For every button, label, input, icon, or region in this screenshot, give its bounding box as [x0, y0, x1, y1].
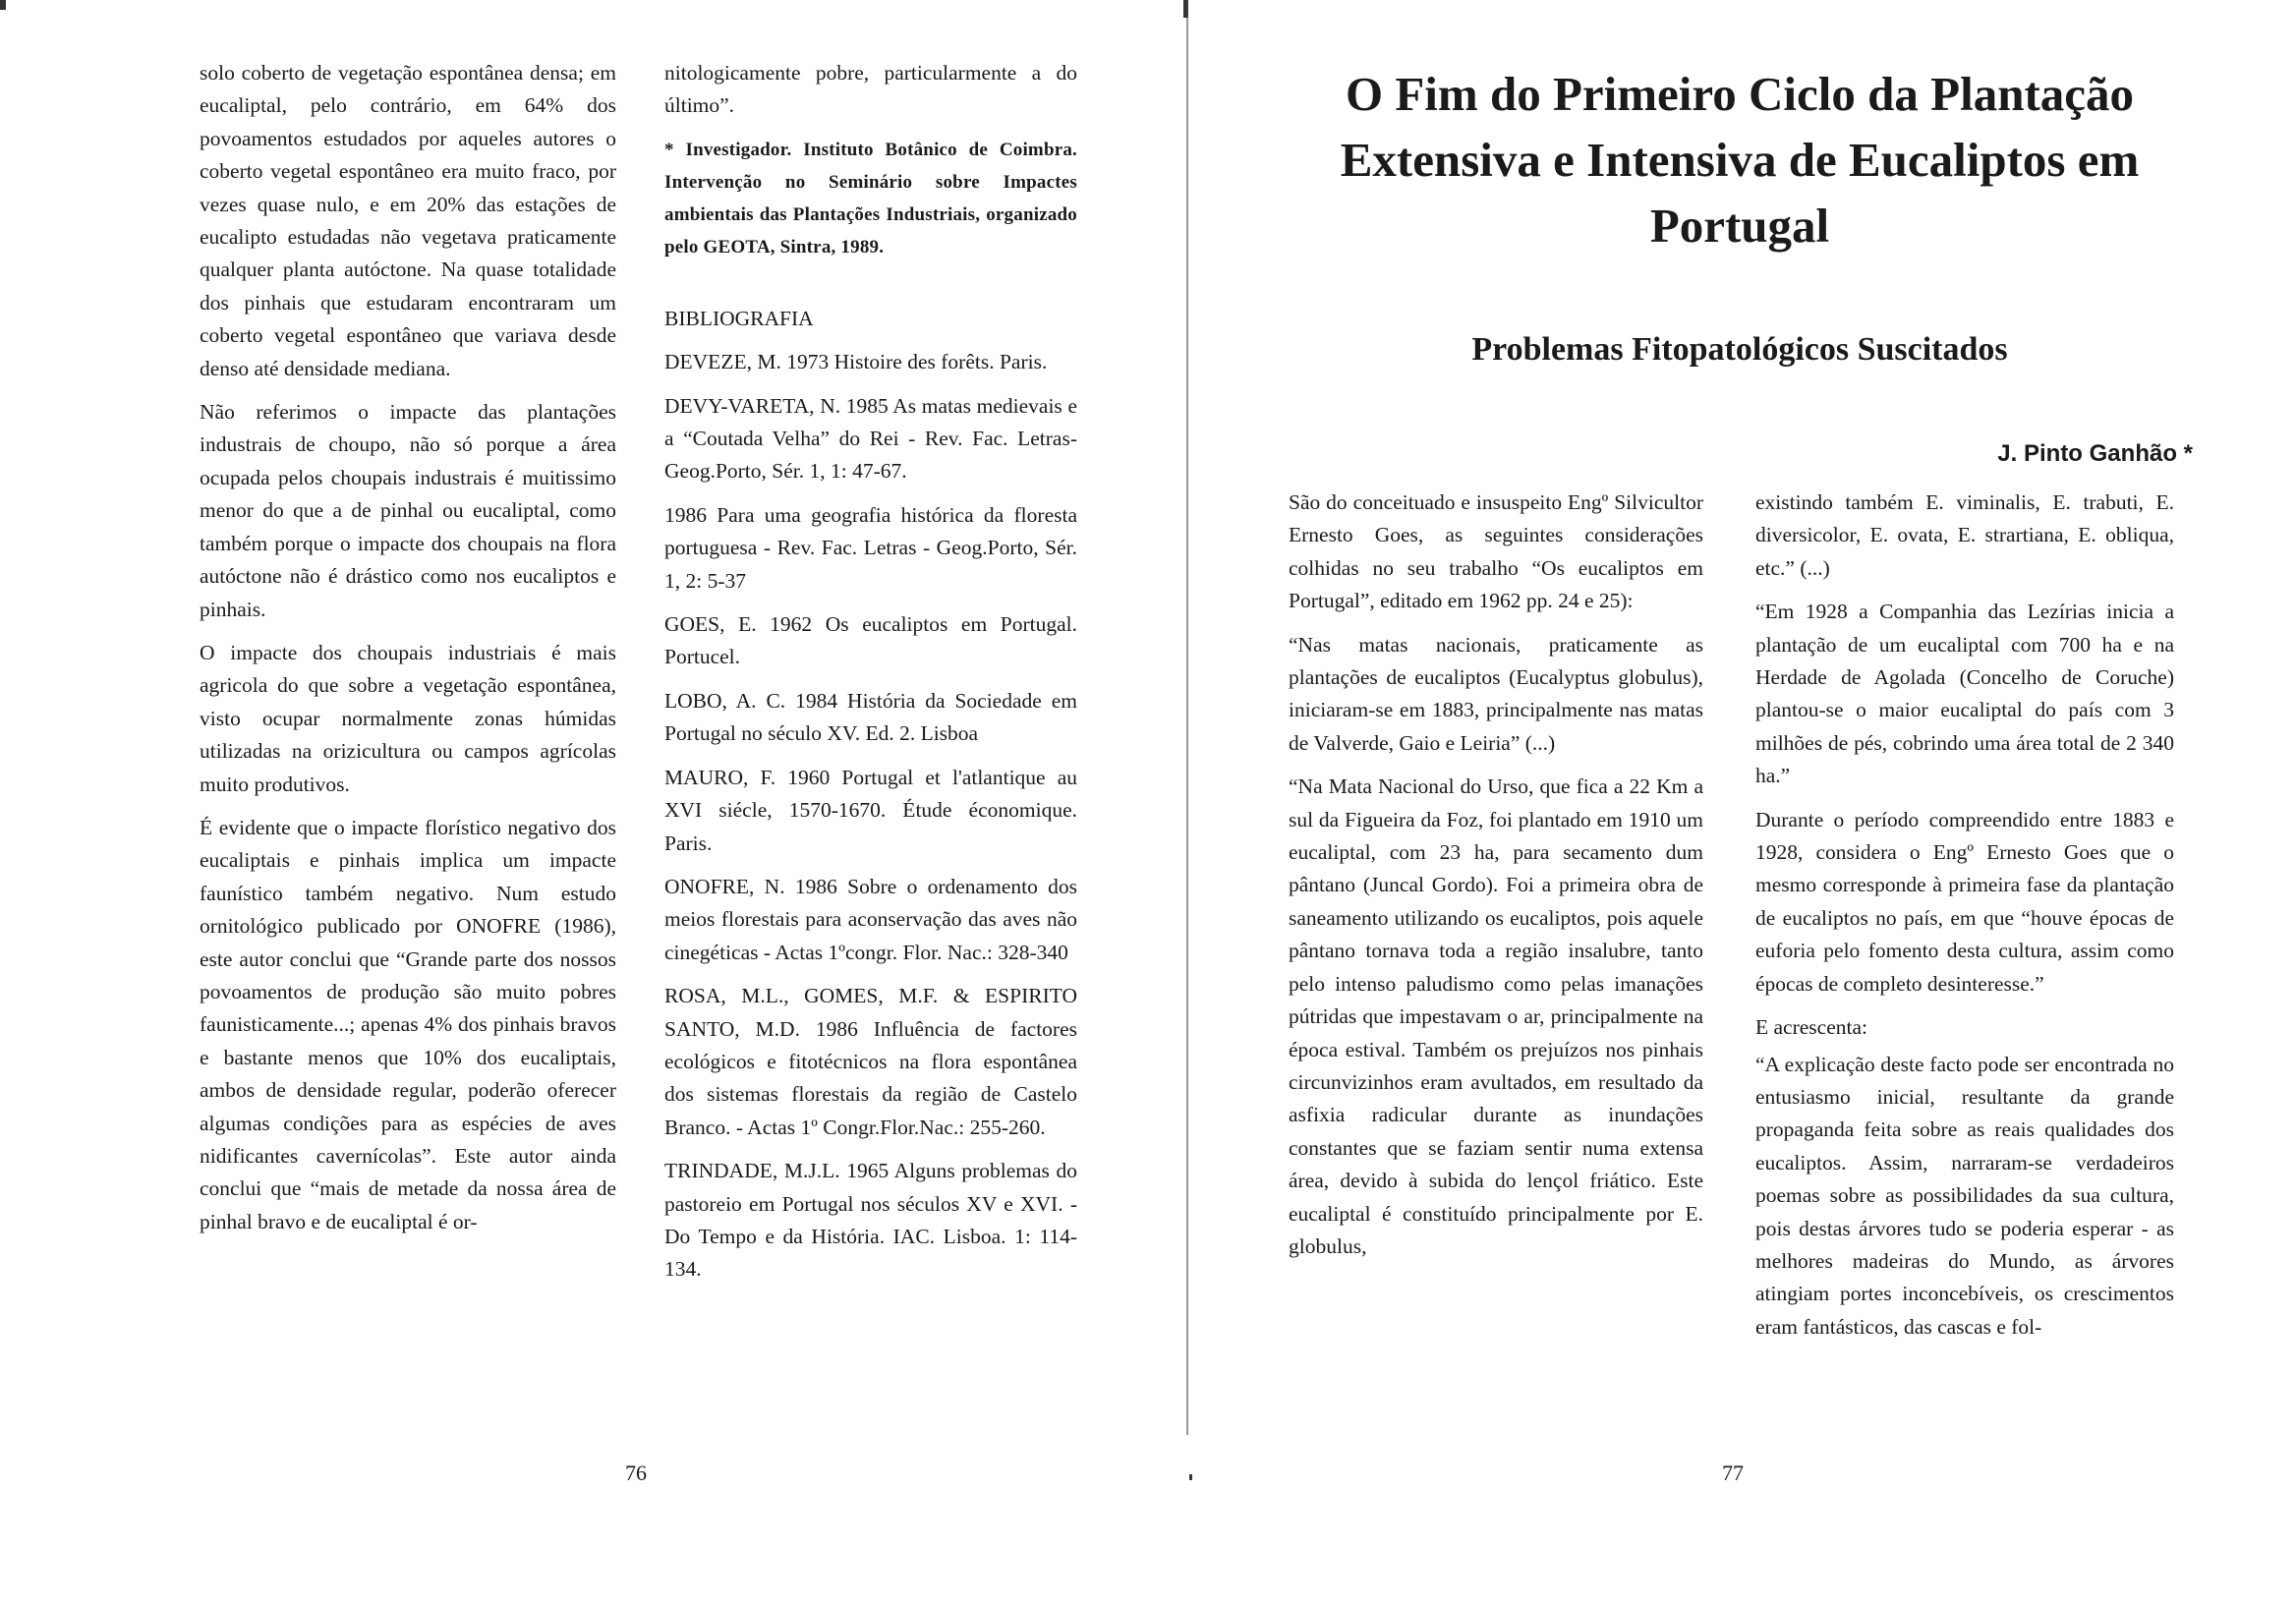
- bibliography-entry: ROSA, M.L., GOMES, M.F. & ESPIRITO SANTO, M.D. 1986 Influência de factores ecológicos e fitotécnicos na flora espontânea dos sistemas florestais da região de Castelo Branco. - Actas 1º Congr.Flor.Nac.: 255-260.: [664, 984, 1077, 1139]
- article-author: J. Pinto Ganhão *: [1997, 440, 2193, 467]
- bibliography-entry: LOBO, A. C. 1984 História da Sociedade em Portugal no século XV. Ed. 2. Lisboa: [664, 688, 1077, 746]
- scan-mark-top-left: [0, 0, 6, 10]
- right-page-column-1: [1289, 487, 1703, 1263]
- author-footnote: * Investigador. Instituto Botânico de Coimbra. Intervenção no Seminário sobre Impactes ambientais das Plantações Industriais, organizado pelo GEOTA, Sintra, 1989.: [664, 139, 1077, 258]
- page-number-right: 77: [1722, 1461, 1744, 1485]
- bibliography-entry: GOES, E. 1962 Os eucaliptos em Portugal. Portucel.: [664, 612, 1077, 669]
- bibliography-entry: ONOFRE, N. 1986 Sobre o ordenamento dos meios florestais para aconservação das aves não cinegéticas - Actas 1ºcongr. Flor. Nac.: 328-340: [664, 874, 1077, 964]
- scan-mark-bottom-center: [1189, 1474, 1192, 1480]
- paragraph: É evidente que o impacte florístico negativo dos eucaliptais e pinhais implica um impacte faunístico também negativo. Num estudo ornitológico publicado por ONOFRE (1986), este autor conclui que “Grande parte dos nossos povoamentos de produção são muito pobres faunisticamente...; apenas 4% dos pinhais bravos e bastante menos que 10% dos eucaliptais, ambos de densidade regular, poderão oferecer algumas condições para as espécies de aves nidificantes cavernícolas”. Este autor ainda conclui que “mais de metade da nossa área de pinhal bravo e de eucaliptal é or-: [200, 815, 616, 1233]
- left-page-column-1: [200, 57, 616, 1238]
- bibliography-entry: 1986 Para uma geografia histórica da floresta portuguesa - Rev. Fac. Letras - Geog.Porto, Sér. 1, 2: 5-37: [664, 502, 1077, 593]
- bibliography-heading: BIBLIOGRAFIA: [664, 306, 814, 330]
- paragraph: solo coberto de vegetação espontânea densa; em eucaliptal, pelo contrário, em 64% dos povoamentos estudados por aqueles autores o coberto vegetal espontâneo era muito fraco, por vezes quase nulo, e em 20% das estações de eucalipto estudadas não vegetava praticamente qualquer planta autóctone. Na quase totalidade dos pinhais que estudaram encontraram um coberto vegetal espontâneo que variava desde denso até densidade mediana.: [200, 61, 616, 380]
- paragraph: São do conceituado e insuspeito Engº Silvicultor Ernesto Goes, as seguintes considerações colhidas no seu trabalho “Os eucaliptos em Portugal”, editado em 1962 pp. 24 e 25):: [1289, 490, 1703, 613]
- bibliography-entry: DEVY-VARETA, N. 1985 As matas medievais e a “Coutada Velha” do Rei - Rev. Fac. Letras-Geog.Porto, Sér. 1, 1: 47-67.: [664, 393, 1077, 484]
- bibliography-entry: TRINDADE, M.J.L. 1965 Alguns problemas do pastoreio em Portugal nos séculos XV e XVI. - Do Tempo e da História. IAC. Lisboa. 1: 114-134.: [664, 1159, 1077, 1282]
- paragraph: “Em 1928 a Companhia das Lezírias inicia a plantação de um eucaliptal com 700 ha e na Herdade de Agolada (Concelho de Coruche) plantou-se o maior eucaliptal do país com 3 milhões de pés, cobrindo uma área total de 2 340 ha.”: [1755, 600, 2174, 788]
- paragraph: existindo também E. viminalis, E. trabuti, E. diversicolor, E. ovata, E. strartiana, E. obliqua, etc.” (...): [1755, 490, 2174, 580]
- paragraph: Não referimos o impacte das plantações industrais de choupo, não só porque a área ocupada pelos choupais industrais é muitissimo menor do que a de pinhal ou eucaliptal, como também porque o impacte dos choupais na flora autóctone não é drástico como nos eucaliptos e pinhais.: [200, 400, 616, 621]
- paragraph: “A explicação deste facto pode ser encontrada no entusiasmo inicial, resultante da grande propaganda feita sobre as reais qualidades dos eucaliptos. Assim, narraram-se verdadeiros poemas sobre as possibilidades da sua cultura, pois destas árvores tudo se poderia esperar - as melhores madeiras do Mundo, as árvores atingiam portes inconcebíveis, os crescimentos eram fantásticos, das cascas e fol-: [1755, 1052, 2174, 1339]
- paragraph: Durante o período compreendido entre 1883 e 1928, considera o Engº Ernesto Goes que o mesmo corresponde à primeira fase da plantação de eucaliptos no país, em que “houve épocas de euforia pelo fomento desta cultura, assim como épocas de completo desinteresse.”: [1755, 807, 2174, 996]
- page-gutter: [1186, 0, 1188, 1435]
- right-page-column-2: [1755, 487, 2174, 1344]
- article-subtitle: Problemas Fitopatológicos Suscitados: [1471, 331, 2008, 368]
- left-page-column-2: [664, 57, 1077, 1287]
- paragraph: “Nas matas nacionais, praticamente as plantações de eucaliptos (Eucalyptus globulus), iniciaram-se em 1883, principalmente nas matas de Valverde, Gaio e Leiria” (...): [1289, 632, 1703, 755]
- paragraph: “Na Mata Nacional do Urso, que fica a 22 Km a sul da Figueira da Foz, foi plantado em 1910 um eucaliptal, com 23 ha, para secamento dum pântano (Juncal Gordo). Foi a primeira obra de saneamento utilizando os eucaliptos, pois aquele pântano tornava toda a região insalubre, tanto pelo intenso paludismo como pelas imanações pútridas que impestavam o ar, principalmente na época estival. Também os prejuízos nos pinhais circunvizinhos eram avultados, em resultado da asfixia radicular durante as inundações constantes que se faziam sentir numa extensa área, devido à subida do lençol friático. Este eucaliptal é constituído principalmente por E. globulus,: [1289, 774, 1703, 1258]
- bibliography-entry: MAURO, F. 1960 Portugal et l'atlantique au XVI siécle, 1570-1670. Étude économique. Paris.: [664, 765, 1077, 855]
- page-number-left: 76: [625, 1461, 647, 1485]
- paragraph: nitologicamente pobre, particularmente a do último”.: [664, 61, 1077, 118]
- paragraph: E acrescenta:: [1755, 1015, 1867, 1040]
- bibliography-entry: DEVEZE, M. 1973 Histoire des forêts. Paris.: [664, 350, 1048, 374]
- paragraph: O impacte dos choupais industriais é mais agricola do que sobre a vegetação espontânea, visto ocupar normalmente zonas húmidas utilizadas na orizicultura ou campos agrícolas muito produtivos.: [200, 640, 616, 796]
- article-title: O Fim do Primeiro Ciclo da Plantação Extensiva e Intensiva de Eucaliptos em Portugal: [1340, 67, 2140, 253]
